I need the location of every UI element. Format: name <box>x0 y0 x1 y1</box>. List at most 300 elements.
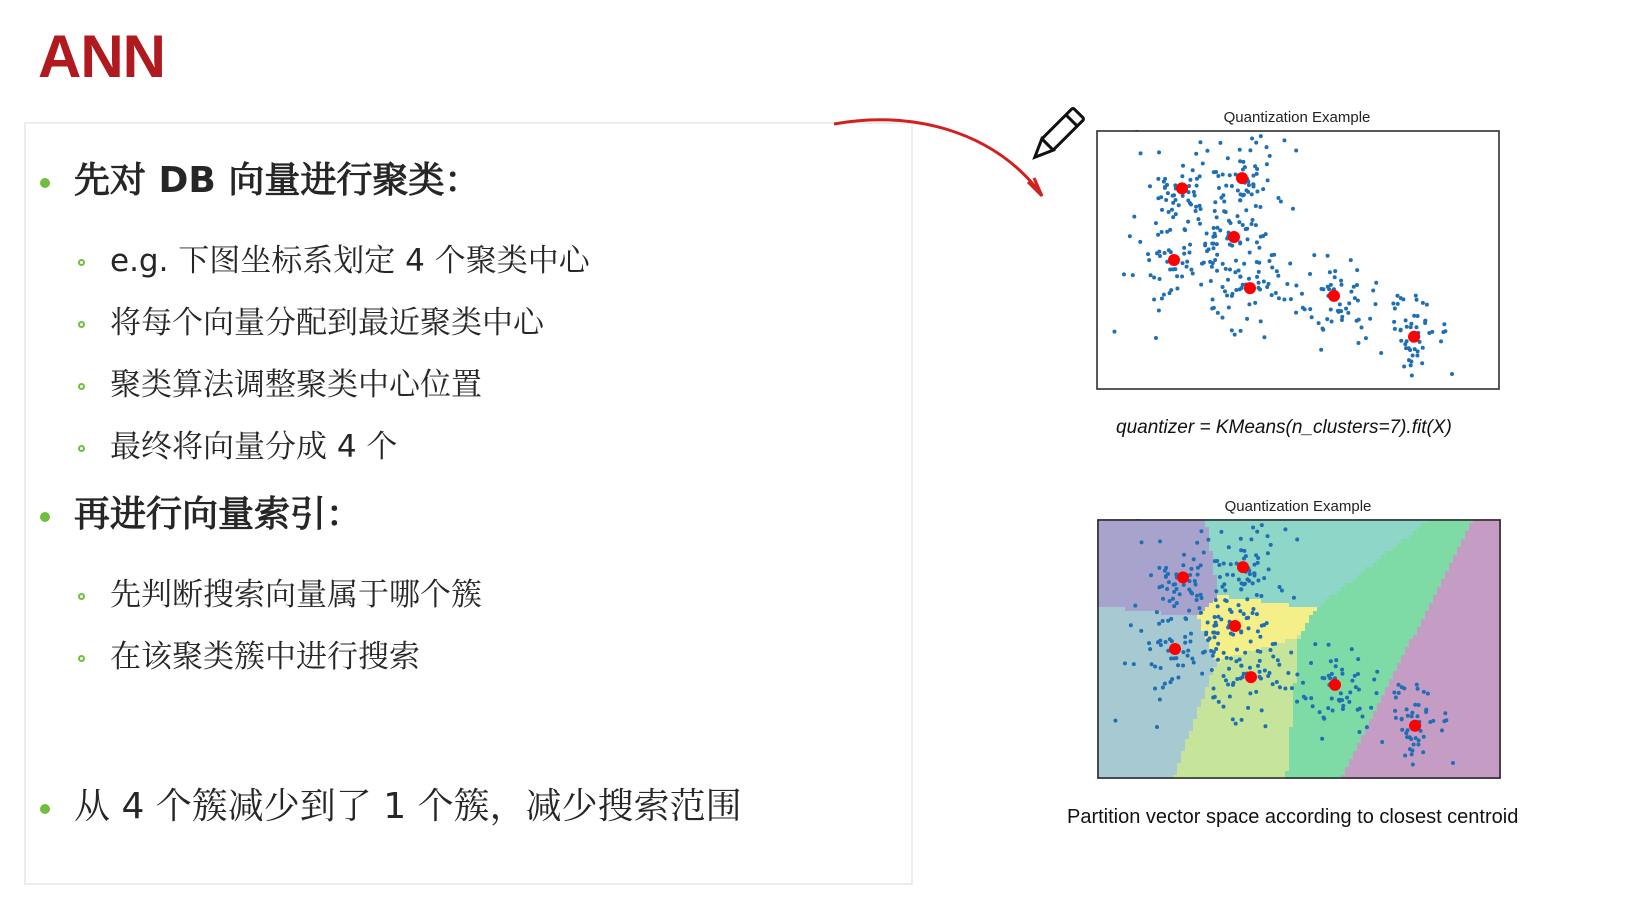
data-point <box>1181 164 1185 168</box>
data-point <box>1255 167 1259 171</box>
data-point <box>1168 599 1172 603</box>
data-point <box>1422 735 1426 739</box>
data-point <box>1202 550 1206 554</box>
data-point <box>1405 325 1409 329</box>
data-point <box>1409 363 1413 367</box>
data-point <box>1122 272 1126 276</box>
data-point <box>1364 336 1368 340</box>
data-point <box>1221 193 1225 197</box>
data-point <box>1410 714 1414 718</box>
data-point <box>1226 156 1230 160</box>
data-point <box>1262 280 1266 284</box>
data-point <box>1291 207 1295 211</box>
data-point <box>1176 675 1180 679</box>
centroid-point <box>1237 561 1249 573</box>
data-point <box>1276 196 1280 200</box>
data-point <box>1322 715 1326 719</box>
data-point <box>1258 288 1262 292</box>
data-point <box>1257 246 1261 250</box>
centroid-point <box>1177 571 1189 583</box>
data-point <box>1417 703 1421 707</box>
data-point <box>1229 221 1233 225</box>
data-point <box>1238 240 1242 244</box>
data-point <box>1247 302 1251 306</box>
data-point <box>1251 182 1255 186</box>
data-point <box>1421 750 1425 754</box>
data-point <box>1267 259 1271 263</box>
voronoi-plot-bottom <box>1097 519 1501 779</box>
data-point <box>1188 243 1192 247</box>
data-point <box>1148 647 1152 651</box>
data-point <box>1247 183 1251 187</box>
data-point <box>1157 585 1161 589</box>
data-point <box>1222 582 1226 586</box>
sub-bullet-ring <box>78 259 85 266</box>
data-point <box>1222 561 1226 565</box>
data-point <box>1415 354 1419 358</box>
data-point <box>1256 561 1260 565</box>
data-point <box>1422 690 1426 694</box>
data-point <box>1212 226 1216 230</box>
data-point <box>1393 307 1397 311</box>
centroid-point <box>1228 231 1240 243</box>
data-point <box>1187 587 1191 591</box>
plot-title-bottom: Quantization Example <box>1224 498 1372 515</box>
data-point <box>1255 172 1259 176</box>
data-point <box>1258 650 1262 654</box>
data-point <box>1252 571 1256 575</box>
data-point <box>1406 728 1410 732</box>
data-point <box>1211 631 1215 635</box>
data-point <box>1216 631 1220 635</box>
data-point <box>1356 341 1360 345</box>
data-point <box>1213 615 1217 619</box>
data-point <box>1230 184 1234 188</box>
data-point <box>1216 174 1220 178</box>
data-point <box>1225 599 1229 603</box>
data-point <box>1212 170 1216 174</box>
data-point <box>1182 650 1186 654</box>
sub-bullet-item: 将每个向量分配到最近聚类中心 <box>110 305 544 341</box>
data-point <box>1269 543 1273 547</box>
scatter-plot-top <box>1096 130 1500 390</box>
data-point <box>1195 177 1199 181</box>
data-point <box>1353 296 1357 300</box>
data-point <box>1219 530 1223 534</box>
sub-bullet-ring <box>78 655 85 662</box>
data-point <box>1248 572 1252 576</box>
data-point <box>1250 136 1254 140</box>
data-point <box>1222 674 1226 678</box>
data-point <box>1258 635 1262 639</box>
data-point <box>1181 194 1185 198</box>
data-point <box>1194 152 1198 156</box>
data-point <box>1234 659 1238 663</box>
data-point <box>1251 525 1255 529</box>
data-point <box>1237 578 1241 582</box>
data-point <box>1166 619 1170 623</box>
data-point <box>1406 714 1410 718</box>
data-point <box>1421 346 1425 350</box>
data-point <box>1288 261 1292 265</box>
data-point <box>1171 597 1175 601</box>
data-point <box>1246 237 1250 241</box>
data-point <box>1259 319 1263 323</box>
data-point <box>1408 747 1412 751</box>
data-point <box>1177 203 1181 207</box>
data-point <box>1265 145 1269 149</box>
data-point <box>1356 657 1360 661</box>
data-point <box>1167 580 1171 584</box>
data-point <box>1215 226 1219 230</box>
data-point <box>1194 209 1198 213</box>
data-point <box>1149 573 1153 577</box>
data-point <box>1290 686 1294 690</box>
data-point <box>1231 633 1235 637</box>
data-point <box>1399 296 1403 300</box>
data-point <box>1242 612 1246 616</box>
data-point <box>1244 208 1248 212</box>
data-point <box>1257 270 1261 274</box>
data-point <box>1280 589 1284 593</box>
data-point <box>1255 190 1259 194</box>
data-point <box>1357 730 1361 734</box>
data-point <box>1191 271 1195 275</box>
data-point <box>1450 372 1454 376</box>
data-point <box>1275 680 1279 684</box>
centroid-point <box>1329 679 1341 691</box>
data-point <box>1175 286 1179 290</box>
data-point <box>1412 314 1416 318</box>
data-point <box>1216 615 1220 619</box>
centroid-point <box>1409 720 1421 732</box>
data-point <box>1295 672 1299 676</box>
data-point <box>1339 283 1343 287</box>
data-point <box>1250 192 1254 196</box>
data-point <box>1259 594 1263 598</box>
data-point <box>1410 711 1414 715</box>
data-point <box>1203 650 1207 654</box>
data-point <box>1160 230 1164 234</box>
data-point <box>1156 196 1160 200</box>
data-point <box>1423 319 1427 323</box>
data-point <box>1309 696 1313 700</box>
data-point <box>1157 150 1161 154</box>
data-point <box>1327 674 1331 678</box>
data-point <box>1268 648 1272 652</box>
data-point <box>1212 687 1216 691</box>
data-point <box>1294 311 1298 315</box>
data-point <box>1391 301 1395 305</box>
data-point <box>1379 351 1383 355</box>
data-point <box>1150 662 1154 666</box>
data-point <box>1216 311 1220 315</box>
data-point <box>1238 198 1242 202</box>
data-point <box>1271 655 1275 659</box>
data-point <box>1234 288 1238 292</box>
data-point <box>1216 642 1220 646</box>
data-point <box>1157 250 1161 254</box>
data-point <box>1328 270 1332 274</box>
data-point <box>1132 215 1136 219</box>
data-point <box>1187 609 1191 613</box>
data-point <box>1172 656 1176 660</box>
data-point <box>1181 563 1185 567</box>
data-point <box>1194 205 1198 209</box>
data-point <box>1292 596 1296 600</box>
data-point <box>1207 247 1211 251</box>
data-point <box>1195 184 1199 188</box>
sub-bullet-item: 在该聚类簇中进行搜索 <box>110 639 420 675</box>
data-point <box>1443 711 1447 715</box>
data-point <box>1182 553 1186 557</box>
data-point <box>1265 285 1269 289</box>
data-point <box>1159 643 1163 647</box>
plot-caption-bottom: Partition vector space according to closest centroid <box>1067 806 1519 828</box>
data-point <box>1321 287 1325 291</box>
data-point <box>1258 659 1262 663</box>
data-point <box>1211 298 1215 302</box>
centroid-point <box>1244 282 1256 294</box>
data-point <box>1186 220 1190 224</box>
data-point <box>1180 174 1184 178</box>
data-point <box>1186 649 1190 653</box>
centroid-point <box>1169 643 1181 655</box>
data-point <box>1163 682 1167 686</box>
data-point <box>1339 691 1343 695</box>
data-point <box>1224 184 1228 188</box>
data-point <box>1444 718 1448 722</box>
data-point <box>1257 261 1261 265</box>
data-point <box>1223 289 1227 293</box>
data-point <box>1333 275 1337 279</box>
data-point <box>1227 305 1231 309</box>
data-point <box>1369 706 1373 710</box>
data-point <box>1190 592 1194 596</box>
data-point <box>1159 666 1163 670</box>
data-point <box>1214 621 1218 625</box>
data-point <box>1255 275 1259 279</box>
data-point <box>1248 691 1252 695</box>
data-point <box>1356 708 1360 712</box>
data-point <box>1294 283 1298 287</box>
data-point <box>1180 275 1184 279</box>
data-point <box>1321 326 1325 330</box>
data-point <box>1237 220 1241 224</box>
data-point <box>1183 616 1187 620</box>
data-point <box>1199 207 1203 211</box>
data-point <box>1157 622 1161 626</box>
data-point <box>1213 232 1217 236</box>
data-point <box>1183 635 1187 639</box>
data-point <box>1365 725 1369 729</box>
data-point <box>1153 664 1157 668</box>
data-point <box>1221 285 1225 289</box>
data-point <box>1421 301 1425 305</box>
data-point <box>1255 593 1259 597</box>
data-point <box>1410 373 1414 377</box>
data-point <box>1161 686 1165 690</box>
sub-bullet-ring <box>78 383 85 390</box>
data-point <box>1330 319 1334 323</box>
data-point <box>1256 556 1260 560</box>
data-point <box>1302 695 1306 699</box>
data-point <box>1138 240 1142 244</box>
data-point <box>1414 294 1418 298</box>
data-point <box>1197 606 1201 610</box>
data-point <box>1198 222 1202 226</box>
data-point <box>1248 251 1252 255</box>
data-point <box>1283 527 1287 531</box>
data-point <box>1266 551 1270 555</box>
data-point <box>1227 545 1231 549</box>
data-point <box>1199 283 1203 287</box>
data-point <box>1276 658 1280 662</box>
data-point <box>1205 232 1209 236</box>
data-point <box>1331 708 1335 712</box>
data-point <box>1393 327 1397 331</box>
data-point <box>1165 230 1169 234</box>
data-point <box>1215 215 1219 219</box>
data-point <box>1259 134 1263 138</box>
data-point <box>1191 168 1195 172</box>
data-point <box>1163 251 1167 255</box>
data-point <box>1417 738 1421 742</box>
data-point <box>1203 243 1207 247</box>
data-point <box>1171 267 1175 271</box>
data-point <box>1415 683 1419 687</box>
data-point <box>1172 583 1176 587</box>
data-point <box>1162 180 1166 184</box>
centroid-point <box>1408 331 1420 343</box>
data-point <box>1326 254 1330 258</box>
data-point <box>1139 629 1143 633</box>
data-point <box>1253 301 1257 305</box>
data-point <box>1213 559 1217 563</box>
data-point <box>1176 663 1180 667</box>
data-point <box>1341 707 1345 711</box>
data-point <box>1195 598 1199 602</box>
data-point <box>1265 162 1269 166</box>
data-point <box>1181 261 1185 265</box>
data-point <box>1158 277 1162 281</box>
data-point <box>1160 297 1164 301</box>
sub-bullet-ring <box>78 445 85 452</box>
data-point <box>1268 154 1272 158</box>
data-point <box>1271 642 1275 646</box>
data-point <box>1235 648 1239 652</box>
data-point <box>1156 233 1160 237</box>
data-point <box>1327 643 1331 647</box>
data-point <box>1185 265 1189 269</box>
data-point <box>1310 315 1314 319</box>
data-point <box>1199 529 1203 533</box>
data-point <box>1409 322 1413 326</box>
data-point <box>1348 690 1352 694</box>
data-point <box>1255 240 1259 244</box>
data-point <box>1172 590 1176 594</box>
data-point <box>1243 651 1247 655</box>
data-point <box>1380 740 1384 744</box>
data-point <box>1413 703 1417 707</box>
data-point <box>1345 696 1349 700</box>
data-point <box>1282 138 1286 142</box>
data-point <box>1256 629 1260 633</box>
data-point <box>1451 761 1455 765</box>
data-point <box>1397 691 1401 695</box>
data-point <box>1113 719 1117 723</box>
sub-bullet-ring <box>78 593 85 600</box>
data-point <box>1355 268 1359 272</box>
data-point <box>1411 762 1415 766</box>
data-point <box>1231 573 1235 577</box>
data-point <box>1239 676 1243 680</box>
data-point <box>1375 670 1379 674</box>
data-point <box>1393 709 1397 713</box>
data-point <box>1399 339 1403 343</box>
data-point <box>1416 314 1420 318</box>
data-point <box>1158 539 1162 543</box>
data-point <box>1200 596 1204 600</box>
data-point <box>1157 566 1161 570</box>
data-point <box>1174 212 1178 216</box>
sub-bullet-item: e.g. 下图坐标系划定 4 个聚类中心 <box>110 243 590 279</box>
data-point <box>1242 556 1246 560</box>
bullet-dot <box>40 178 50 188</box>
data-point <box>1230 244 1234 248</box>
data-point <box>1154 221 1158 225</box>
data-point <box>1189 567 1193 571</box>
data-point <box>1251 607 1255 611</box>
data-point <box>1168 291 1172 295</box>
data-point <box>1123 661 1127 665</box>
data-point <box>1182 252 1186 256</box>
sub-bullet-item: 聚类算法调整聚类中心位置 <box>110 367 482 403</box>
bullet-dot <box>40 512 50 522</box>
data-point <box>1158 698 1162 702</box>
data-point <box>1171 215 1175 219</box>
data-point <box>1308 272 1312 276</box>
data-point <box>1295 700 1299 704</box>
data-point <box>1245 616 1249 620</box>
data-point <box>1213 200 1217 204</box>
data-point <box>1336 309 1340 313</box>
data-point <box>1246 190 1250 194</box>
bullet-dot <box>40 804 50 814</box>
data-point <box>1400 728 1404 732</box>
data-point <box>1182 227 1186 231</box>
data-point <box>1234 722 1238 726</box>
data-point <box>1263 669 1267 673</box>
data-point <box>1359 325 1363 329</box>
data-point <box>1188 640 1192 644</box>
data-point <box>1196 573 1200 577</box>
data-point <box>1237 603 1241 607</box>
data-point <box>1230 292 1234 296</box>
data-point <box>1112 330 1116 334</box>
data-point <box>1175 274 1179 278</box>
data-point <box>1283 687 1287 691</box>
data-point <box>1322 676 1326 680</box>
data-point <box>1182 246 1186 250</box>
data-point <box>1308 307 1312 311</box>
data-point <box>1443 329 1447 333</box>
data-point <box>1244 227 1248 231</box>
data-point <box>1277 296 1281 300</box>
data-point <box>1245 597 1249 601</box>
data-point <box>1239 664 1243 668</box>
data-point <box>1247 579 1251 583</box>
